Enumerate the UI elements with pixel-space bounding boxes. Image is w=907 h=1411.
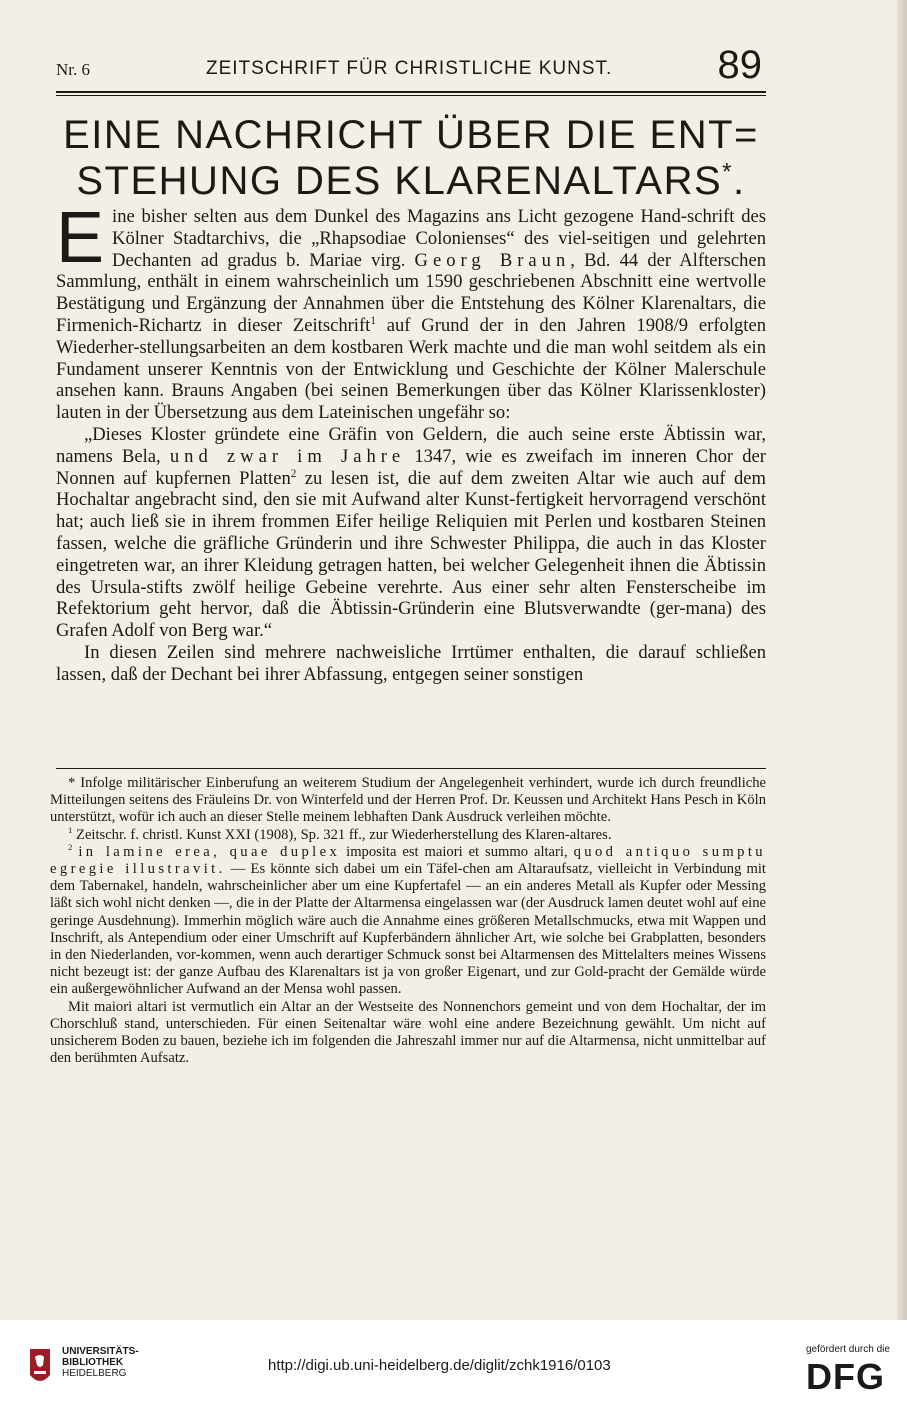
permalink[interactable]: http://digi.ub.uni-heidelberg.de/diglit/zchk1916/0103: [268, 1357, 611, 1374]
footnote-2-continued: Mit maiori altari ist vermutlich ein Altar an der Westseite des Nonnenchors gemeint und von dem Hochaltar, der im Chorschluß stand, unterschieden. Für einen Seitenaltar wäre wohl eine andere Bezeichnung gewählt. Um nicht auf unsicherem Boden zu bauen, beziehe ich im folgenden die Jahreszahl immer nur auf die Altarmensa, nicht unmittelbar auf den berühmten Aufsatz.: [50, 998, 766, 1067]
header-rule: [56, 91, 766, 93]
running-header: [56, 44, 766, 88]
funding-note: gefördert durch die: [806, 1344, 890, 1355]
footnote-rule: [56, 768, 766, 769]
library-name: UNIVERSITÄTS- BIBLIOTHEK HEIDELBERG: [62, 1346, 139, 1379]
page-edge: [897, 0, 907, 1320]
footnote-2: $^2$ in lamine erea, quae duplex imposita est maiori et summo altari, quod antiquo sumptu egregie illustravit. — Es könnte sich dabei um ein Täfel-chen am Altaraufsatz, vielleicht in Verbindung mit dem Tabernakel, handeln, wahrscheinlicher aber um eine Kupfertafel — an ein anderes Metall als Kupfer oder Messing läßt sich wohl nicht denken —, die in der Platte der Altarmensa eingelassen war (der Ausdruck lamen deutet wohl auf eine geringe Ausdehnung). Immerhin möglich wäre auch die Annahme eines größeren Metallschmucks, etwa mit Wappen und Inschrift, als Antependium oder einer Umschrift auf Kupferbändern ähnlicher Art, wie solche bei Grabplatten, besonders in den Niederlanden, vor-kommen, wenn auch derartiger Schmuck sonst bei Altarmensen des Mittelalters meines Wissens nicht bezeugt ist: der ganze Aufbau des Klarenaltars ist ja von großer Eigenart, und zur Gold-pracht der Gemälde würde ein außergewöhnlicher Aufwand an der Mensa wohl passen.: [50, 841, 766, 998]
issue-number: Nr. 6: [56, 60, 90, 79]
header-rule-thin: [56, 95, 766, 96]
footnote-1: $^1$ Zeitschr. f. christl. Kunst XXI (1908), Sp. 321 ff., zur Wiederherstellung des Klaren-altares.: [68, 824, 612, 843]
title-line-1: EINE NACHRICHT ÜBER DIE ENT=: [63, 113, 759, 157]
page-number: 89: [717, 43, 762, 87]
article-title: [56, 112, 766, 204]
dfg-logo: DFG: [806, 1356, 885, 1397]
article-body: [56, 198, 766, 686]
paragraph-1: Eine bisher selten aus dem Dunkel des Magazins ans Licht gezogene Hand-schrift des Kölner Stadtarchivs, die „Rhapsodiae Colonienses“ des viel-seitigen und gelehrten Dechanten ad gradus b. Mariae virg. Georg Braun, Bd. 44 der Alfterschen Sammlung, enthält in einem wahrscheinlich um 1590 geschriebenen Abschnitt eine wertvolle Bestätigung und Ergänzung der Annahmen über die Entstehung des Kölner Klarenaltars, die Firmenich-Richartz in dieser Zeitschrift$^1$ auf Grund der in den Jahren 1908/9 erfolgten Wiederher-stellungsarbeiten an dem kostbaren Werk machte und die man wohl seitdem als ein Fundament unserer Kenntnis von der Entwicklung und Geschichte der Kölner Malerschule ansehen kann. Brauns Angaben (bei seinen Bemerkungen über das Kölner Klarissenkloster) lauten in der Übersetzung aus dem Lateinischen ungefähr so:: [56, 198, 766, 424]
title-line-2: STEHUNG DES KLARENALTARS*.: [76, 158, 746, 203]
paragraph-3: In diesen Zeilen sind mehrere nachweisliche Irrtümer enthalten, die darauf schließen lassen, daß der Dechant bei ihrer Abfassung, entgegen seiner sonstigen: [56, 641, 766, 685]
footnote-ref-1[interactable]: 1: [370, 314, 376, 327]
author-name: Georg Braun: [414, 249, 571, 271]
digitization-footer: [0, 1320, 907, 1411]
title-footnote-mark: *: [722, 158, 733, 186]
drop-cap: E: [56, 198, 105, 278]
footnote-star: * Infolge militärischer Einberufung an weiterem Studium der Angelegenheit verhindert, wurde ich durch freundliche Mitteilungen seitens des Fräuleins Dr. von Winterfeld und der Herren Prof. Dr. Keussen und Architekt Hans Pesch in Köln unterstützt, wofür ich auch an dieser Stelle meinem lebhaften Dank Ausdruck verleihen möchte.: [50, 775, 766, 826]
journal-title: ZEITSCHRIFT FÜR CHRISTLICHE KUNST.: [206, 58, 613, 79]
paragraph-2: „Dieses Kloster gründete eine Gräfin von Geldern, die auch seine erste Äbtissin war, namens Bela, und zwar im Jahre 1347, wie es zweifach im inneren Chor der Nonnen auf kupfernen Platten$^2$ zu lesen ist, die auf dem zweiten Altar wie auch auf dem Hochaltar angebracht sind, den sie mit Aufwand alter Kunst-fertigkeit hervorragend verschönt hat; auch ließ sie in ihrem frommen Eifer heilige Reliquien mit Perlen und kostbaren Steinen fassen, welche die gräfliche Gründerin und ihre Schwester Philippa, die auch in das Kloster eingetreten war, an ihrer Kleidung getragen hatten, bei welcher Gelegenheit ihnen die Äbtissin des Ursula-stifts zwölf heilige Gebeine verehrte. Aus einer sehr alten Fensterscheibe im Refektorium geht hervor, daß die Äbtissin-Gründerin eine Blutsverwandte (ger-mana) des Grafen Adolf von Berg war.“: [56, 423, 766, 642]
footnote-ref-2[interactable]: 2: [290, 467, 297, 480]
footnotes: [50, 775, 766, 1067]
lion-crest-icon: [28, 1347, 52, 1389]
